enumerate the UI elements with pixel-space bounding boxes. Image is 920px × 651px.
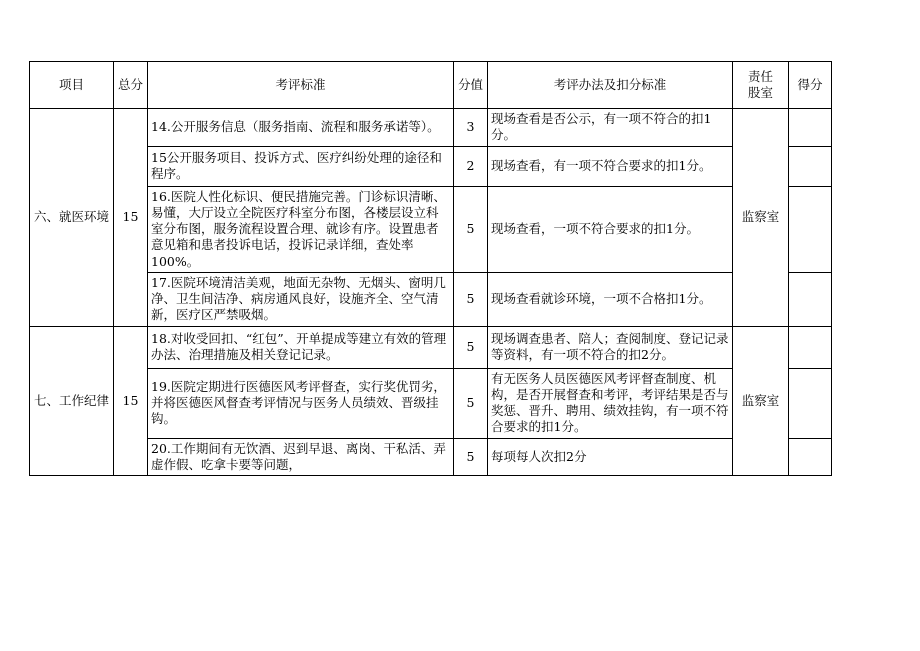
method-cell: 有无医务人员医德医风考评督查制度、机构，是否开展督查和考评，考评结果是否与奖惩、晋升、聘用、绩效挂钩，有一项不符合要求的扣1分。 bbox=[488, 368, 733, 438]
table-row bbox=[30, 438, 832, 476]
method-cell: 现场调查患者、陪人；查阅制度、登记记录等资料，有一项不符合的扣2分。 bbox=[488, 326, 733, 368]
criteria-cell: 19.医院定期进行医德医风考评督查，实行奖优罚劣，并将医德医风督查考评情况与医务人员绩效、晋级挂钩。 bbox=[148, 368, 454, 438]
header-dept bbox=[733, 62, 789, 109]
header-criteria: 考评标准 bbox=[148, 62, 454, 109]
table-row bbox=[30, 272, 832, 326]
points-cell: 5 bbox=[454, 368, 488, 438]
criteria-cell: 14.公开服务信息（服务指南、流程和服务承诺等）。 bbox=[148, 109, 454, 147]
table-row bbox=[30, 186, 832, 272]
method-cell: 每项每人次扣2分 bbox=[488, 438, 733, 476]
header-dept-line2: 股室 bbox=[747, 85, 773, 100]
method-cell: 现场查看，有一项不符合要求的扣1分。 bbox=[488, 146, 733, 186]
points-cell: 5 bbox=[454, 186, 488, 272]
score-cell[interactable] bbox=[789, 326, 832, 368]
points-cell: 2 bbox=[454, 146, 488, 186]
method-cell: 现场查看是否公示，有一项不符合的扣1分。 bbox=[488, 109, 733, 147]
method-cell: 现场查看就诊环境，一项不合格扣1分。 bbox=[488, 272, 733, 326]
points-cell: 5 bbox=[454, 438, 488, 476]
header-dept-line1: 责任 bbox=[747, 68, 773, 84]
header-total: 总分 bbox=[114, 62, 148, 109]
dept-cell: 监察室 bbox=[733, 109, 789, 327]
section-total: 15 bbox=[114, 326, 148, 476]
method-cell: 现场查看，一项不符合要求的扣1分。 bbox=[488, 186, 733, 272]
score-cell[interactable] bbox=[789, 146, 832, 186]
criteria-cell: 20.工作期间有无饮酒、迟到早退、离岗、干私活、弄虚作假、吃拿卡要等问题， bbox=[148, 438, 454, 476]
criteria-cell: 16.医院人性化标识、便民措施完善。门诊标识清晰、易懂，大厅设立全院医疗科室分布图，各楼层设立科室分布图，服务流程设置合理、就诊有序。设置患者意见箱和患者投诉电话，投诉记录详细，查处率100%。 bbox=[148, 186, 454, 272]
header-score: 得分 bbox=[789, 62, 832, 109]
score-cell[interactable] bbox=[789, 186, 832, 272]
header-row bbox=[30, 62, 832, 109]
header-points: 分值 bbox=[454, 62, 488, 109]
criteria-cell: 17.医院环境清洁美观，地面无杂物、无烟头、窗明几净、卫生间洁净、病房通风良好，设施齐全、空气清新，医疗区严禁吸烟。 bbox=[148, 272, 454, 326]
dept-cell: 监察室 bbox=[733, 326, 789, 476]
section-name: 六、就医环境 bbox=[30, 109, 114, 327]
criteria-cell: 15公开服务项目、投诉方式、医疗纠纷处理的途径和程序。 bbox=[148, 146, 454, 186]
table-row bbox=[30, 109, 832, 147]
points-cell: 5 bbox=[454, 272, 488, 326]
table-row bbox=[30, 368, 832, 438]
table-row bbox=[30, 146, 832, 186]
section-total: 15 bbox=[114, 109, 148, 327]
evaluation-table bbox=[29, 61, 832, 476]
points-cell: 5 bbox=[454, 326, 488, 368]
score-cell[interactable] bbox=[789, 368, 832, 438]
score-cell[interactable] bbox=[789, 272, 832, 326]
score-cell[interactable] bbox=[789, 109, 832, 147]
criteria-cell: 18.对收受回扣、“红包”、开单提成等建立有效的管理办法、治理措施及相关登记记录。 bbox=[148, 326, 454, 368]
score-cell[interactable] bbox=[789, 438, 832, 476]
table-row bbox=[30, 326, 832, 368]
header-method: 考评办法及扣分标准 bbox=[488, 62, 733, 109]
points-cell: 3 bbox=[454, 109, 488, 147]
section-name: 七、工作纪律 bbox=[30, 326, 114, 476]
header-project: 项目 bbox=[30, 62, 114, 109]
